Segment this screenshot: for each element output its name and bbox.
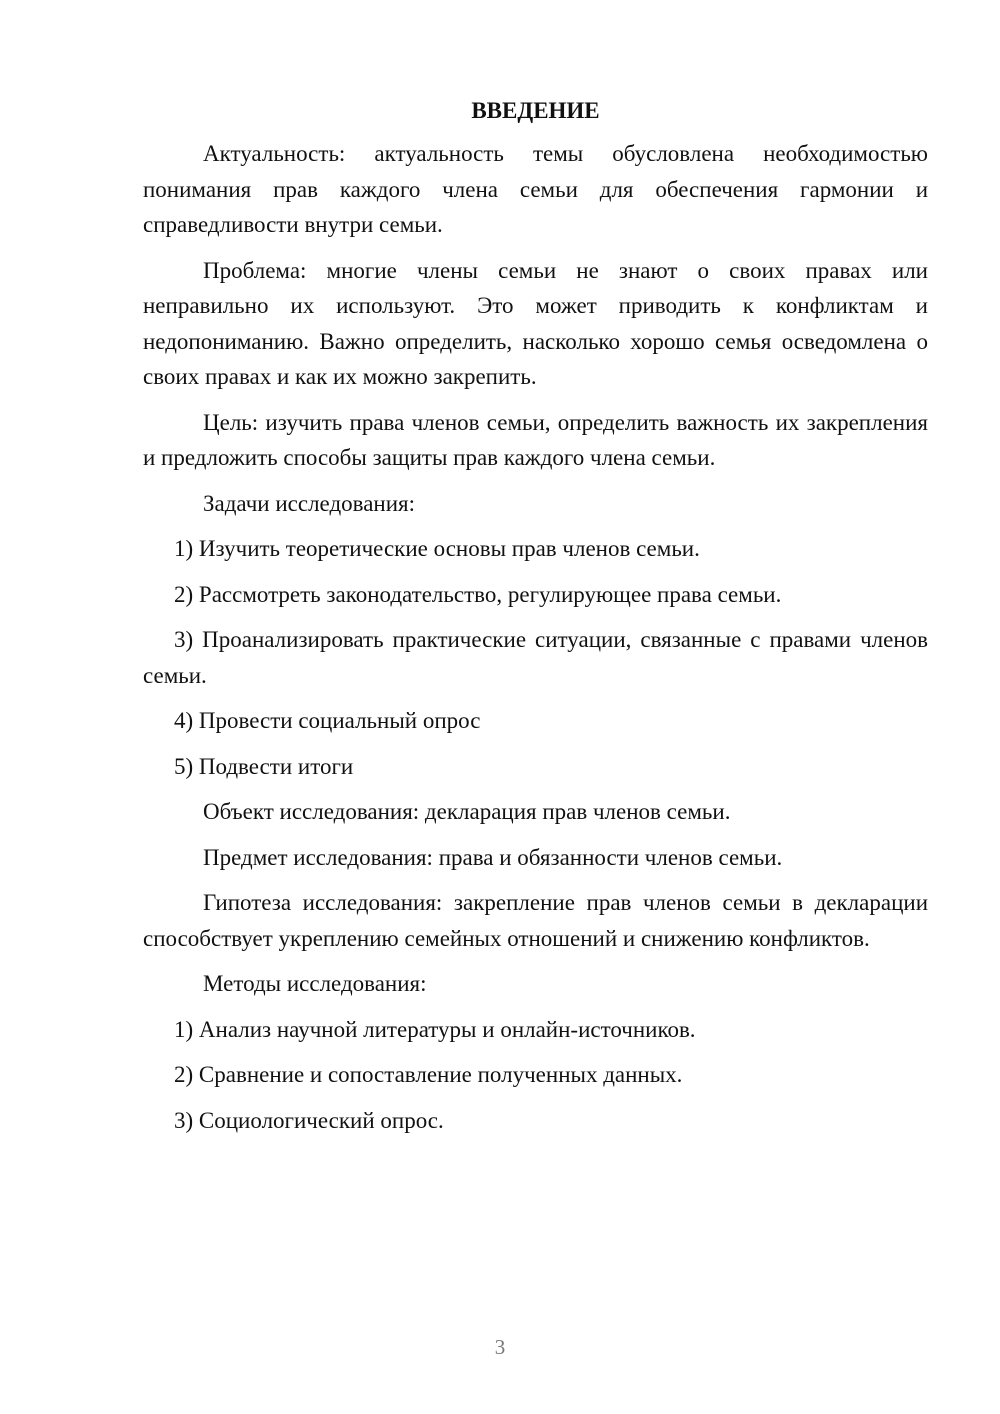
task-item: 2) Рассмотреть законодательство, регулирующее права семьи. [174, 581, 782, 607]
task-item: 4) Провести социальный опрос [174, 708, 481, 733]
research-subject: Предмет исследования: права и обязанности членов семьи. [203, 844, 783, 870]
task-item: 5) Подвести итоги [174, 753, 354, 779]
methods-heading: Методы исследования: [203, 971, 427, 996]
method-item: 1) Анализ научной литературы и онлайн-источников. [174, 1016, 696, 1042]
page-number: 3 [494, 1335, 506, 1359]
task-item: 3) Проанализировать практические ситуации, связанные с правами членов семьи. [143, 627, 928, 688]
tasks-heading: Задачи исследования: [203, 490, 416, 516]
relevance-paragraph: Актуальность: актуальность темы обусловлена необходимостью понимания прав каждого члена семьи для обеспечения гармонии и справедливости внутри семьи. [143, 141, 928, 237]
page-content [143, 93, 928, 1148]
method-item: 3) Социологический опрос. [174, 1107, 444, 1133]
research-object: Объект исследования: декларация прав членов семьи. [203, 799, 731, 824]
method-item: 2) Сравнение и сопоставление полученных данных. [174, 1062, 683, 1087]
section-title: ВВЕДЕНИЕ [471, 98, 600, 123]
research-hypothesis: Гипотеза исследования: закрепление прав членов семьи в декларации способствует укреплению семейных отношений и снижению конфликтов. [143, 890, 928, 951]
problem-paragraph: Проблема: многие члены семьи не знают о своих правах или неправильно их используют. Это может приводить к конфликтам и недопониманию. Важно определить, насколько хорошо семья осведомлена о своих правах и как их можно закрепить. [143, 257, 928, 389]
task-item: 1) Изучить теоретические основы прав членов семьи. [174, 536, 700, 561]
goal-paragraph: Цель: изучить права членов семьи, определить важность их закрепления и предложить способы защиты прав каждого члена семьи. [143, 409, 928, 470]
